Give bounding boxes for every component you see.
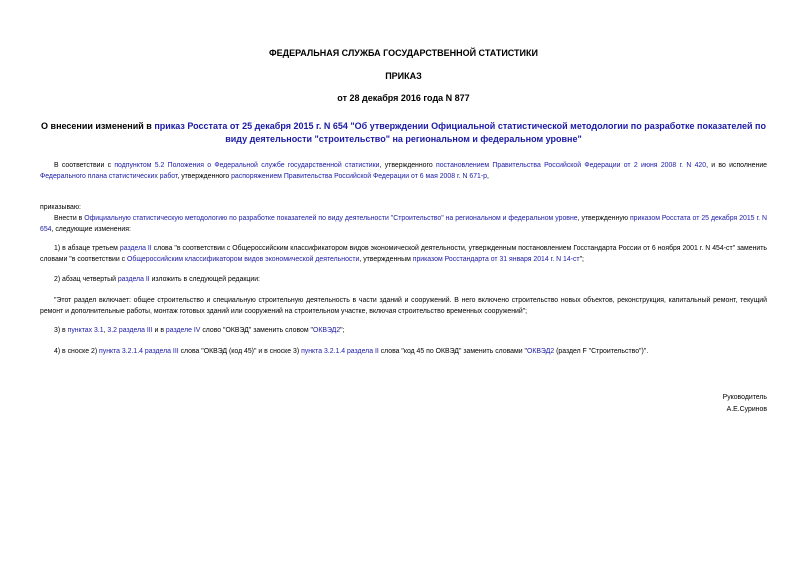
item1-text-4: "; xyxy=(579,256,584,263)
link-section-iv[interactable]: разделе IV xyxy=(165,327,201,334)
link-clause-3-1[interactable]: пунктах 3.1 xyxy=(67,327,104,334)
item3-text-1: 3) в xyxy=(54,327,68,334)
link-methodology[interactable]: Официальную статистическую методологию по разработке показателей по виду деятельности "Строительство" на региональном и федеральном уровне xyxy=(84,215,578,222)
preamble-text-1: В соответствии с xyxy=(54,162,115,169)
item4-text-2: слова "ОКВЭД (код 45)" и в сноске 3) xyxy=(178,348,302,355)
item2-text-1: 2) абзац четвертый xyxy=(54,276,118,283)
link-rosstat-order[interactable]: приказом Росстата от 25 декабря 2015 г. N 654 xyxy=(40,215,767,233)
link-rosstandart-order[interactable]: приказом Росстандарта от 31 января 2014 г. N 14-ст xyxy=(412,256,580,263)
preamble-text-3: , и во исполнение xyxy=(706,162,767,169)
item4-text-3: слова "код 45 по ОКВЭД" заменить словами " xyxy=(378,348,527,355)
preamble-text-4: , утвержденного xyxy=(177,173,232,180)
intro-text-3: , следующие изменения: xyxy=(51,226,131,233)
agency-name: ФЕДЕРАЛЬНАЯ СЛУЖБА ГОСУДАРСТВЕННОЙ СТАТИСТИКИ xyxy=(269,48,538,58)
doc-title xyxy=(40,120,767,146)
link-section-ii[interactable]: раздела II xyxy=(119,245,152,252)
signature-position: Руководитель xyxy=(722,394,767,401)
link-government-order[interactable]: распоряжением Правительства Российской Федерации от 6 мая 2008 г. N 671-р xyxy=(231,173,487,180)
link-clause-3-2-1-4-iii[interactable]: пункта 3.2.1.4 раздела III xyxy=(99,348,179,355)
preamble-text-5: , xyxy=(486,173,489,180)
order-word: приказываю: xyxy=(40,204,81,211)
intro-paragraph xyxy=(40,213,767,235)
link-regulation-clause[interactable]: подпунктом 5.2 Положения о Федеральной службе государственной статистики xyxy=(114,162,380,169)
item3-text-2: , xyxy=(103,327,108,334)
item-1-paragraph xyxy=(40,243,767,265)
doc-date-number: от 28 декабря 2016 года N 877 xyxy=(337,93,470,103)
item3-text-5: "; xyxy=(340,327,345,334)
item3-text-3: и в xyxy=(152,327,166,334)
link-okved2-2[interactable]: ОКВЭД2 xyxy=(526,348,555,355)
intro-text-2: , утвержденную xyxy=(577,215,630,222)
item1-text-2: слова "в соответствии с Общероссийским классификатором видов экономической деятельности, утвержденным постановлением Госстандарта России от 6 ноября 2001 г. N 454-ст" заменить словами "в соответствии с xyxy=(40,245,767,263)
item4-text-1: 4) в сноске 2) xyxy=(54,348,100,355)
link-clause-3-2-1-4-ii[interactable]: пункта 3.2.1.4 раздела II xyxy=(301,348,379,355)
title-prefix: О внесении изменений в xyxy=(41,121,155,131)
quote-paragraph: "Этот раздел включает: общее строительство и специальную строительную деятельность в части зданий и сооружений. В него включено строительство новых объектов, реконструкция, капитальный ремонт, текущий ремонт и дополнительные работы, монтаж готовых зданий или сооружений на строительном участке, включая строительство временных сооружений"; xyxy=(40,297,767,315)
intro-text-1: Внести в xyxy=(54,215,85,222)
signature-name: А.Е.Суринов xyxy=(726,406,767,413)
item-3-paragraph xyxy=(40,325,767,336)
link-clause-3-2-section-iii[interactable]: 3.2 раздела III xyxy=(107,327,153,334)
doc-type: ПРИКАЗ xyxy=(385,71,422,81)
link-section-ii-2[interactable]: раздела II xyxy=(117,276,150,283)
preamble-text-2: , утвержденного xyxy=(379,162,436,169)
item2-text-2: изложить в следующей редакции: xyxy=(149,276,260,283)
link-statistical-plan[interactable]: Федерального плана статистических работ xyxy=(40,173,178,180)
preamble-paragraph xyxy=(40,160,767,182)
link-government-decree[interactable]: постановлением Правительства Российской Федерации от 2 июня 2008 г. N 420 xyxy=(435,162,707,169)
item3-text-4: слово "ОКВЭД" заменить словом " xyxy=(200,327,313,334)
item1-text-3: , утвержденным xyxy=(359,256,413,263)
item-4-paragraph xyxy=(40,346,767,357)
item1-text-1: 1) в абзаце третьем xyxy=(54,245,120,252)
title-order-link[interactable]: приказ Росстата от 25 декабря 2015 г. N 654 "Об утверждении Официальной статистической методологии по разработке показателей по виду деятельности "строительство" на региональном и федеральном уровне" xyxy=(154,121,766,144)
link-okved2[interactable]: ОКВЭД2 xyxy=(312,327,341,334)
item4-text-4: (раздел F "Строительство")". xyxy=(554,348,649,355)
link-okved-classifier[interactable]: Общероссийским классификатором видов экономической деятельности xyxy=(127,256,360,263)
item-2-paragraph xyxy=(40,274,767,285)
